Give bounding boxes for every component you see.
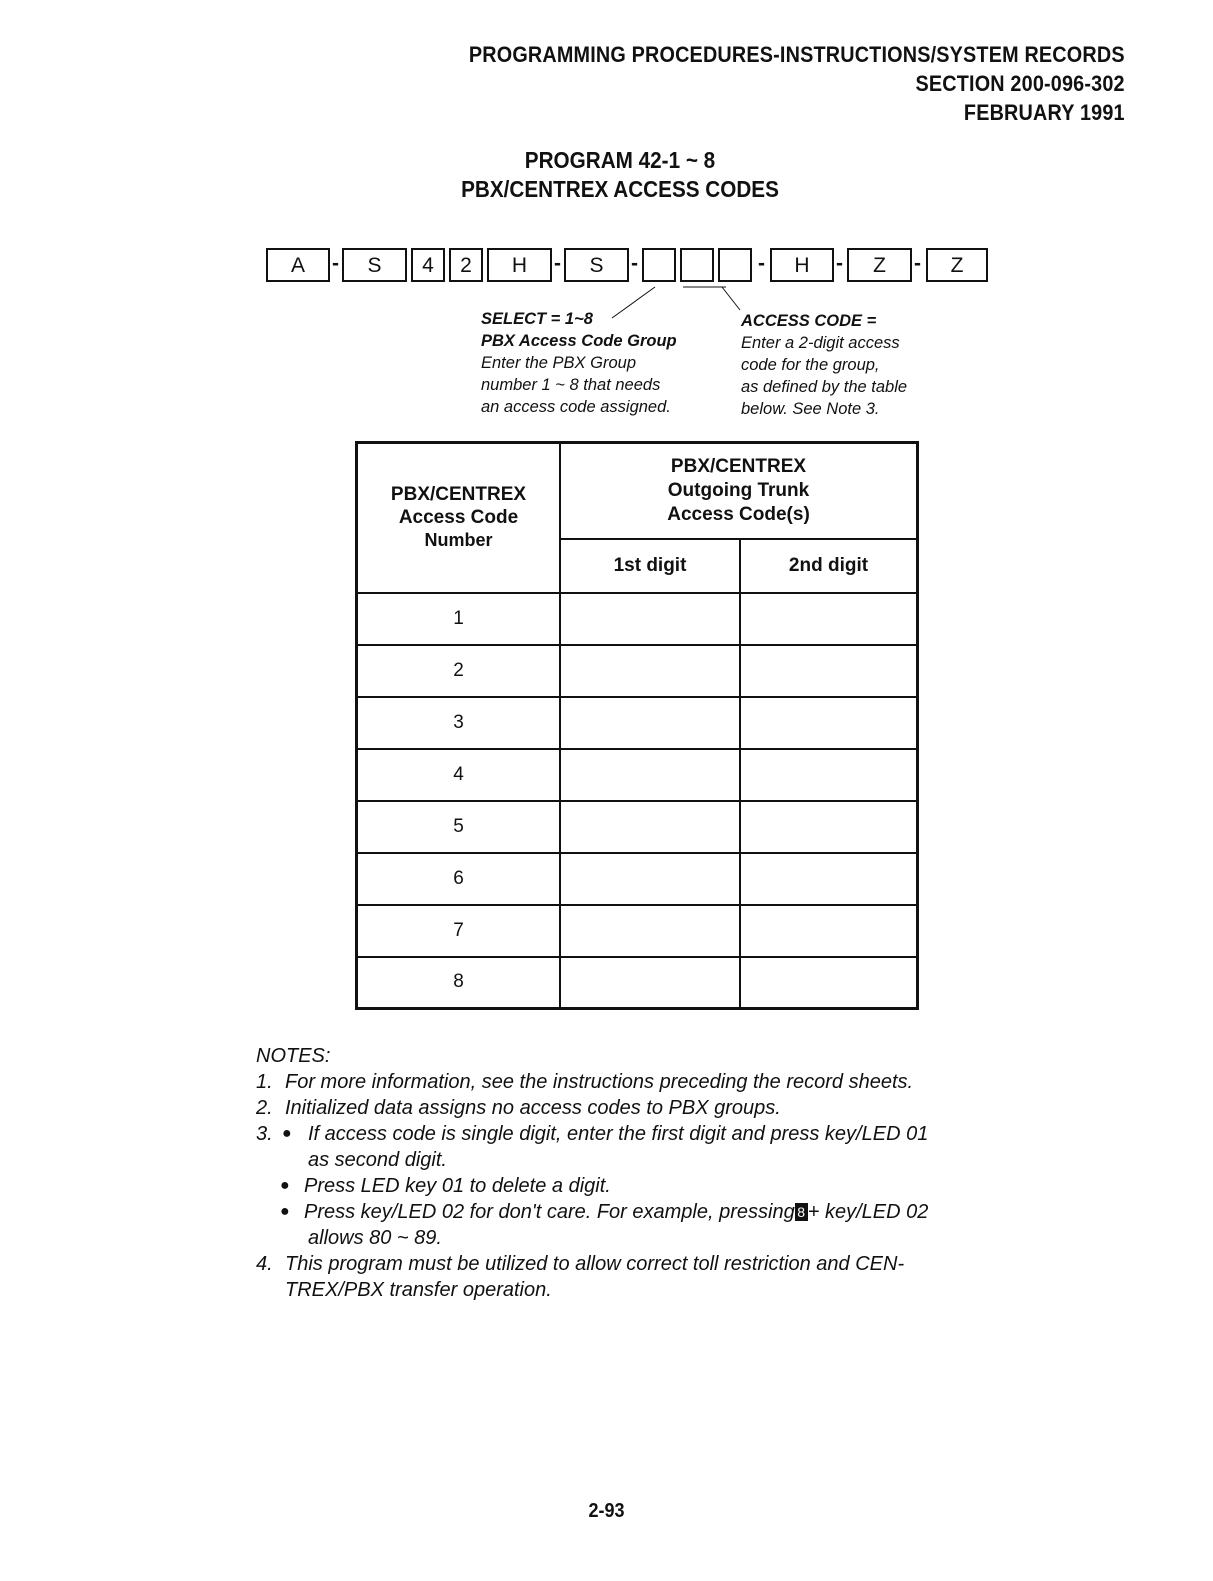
access-leader-line [722, 287, 740, 310]
seq-dash: - [836, 252, 843, 275]
group-number: 3 [357, 697, 561, 749]
select-text: an access code assigned. [481, 398, 671, 416]
note-3-bullet-3 [256, 1199, 996, 1225]
seq-dash: - [332, 252, 339, 275]
table-row [357, 853, 918, 905]
note-number: 4. [256, 1253, 273, 1275]
note-text: This program must be utilized to allow correct toll restriction and CEN- [285, 1253, 905, 1275]
seq-box-h2: H [770, 248, 834, 282]
note-3-bullet-2 [256, 1173, 996, 1199]
second-digit-cell[interactable] [740, 749, 918, 801]
second-digit-cell[interactable] [740, 697, 918, 749]
header-title: PROGRAMMING PROCEDURES-INSTRUCTIONS/SYSTEM RECORDS [469, 42, 1125, 67]
note-number: 2. [256, 1097, 273, 1119]
seq-box-s: S [342, 248, 407, 282]
access-label: ACCESS CODE = [741, 312, 877, 330]
note-2 [256, 1095, 996, 1121]
col-header-text: PBX/CENTREX [670, 455, 807, 477]
note-1 [256, 1069, 996, 1095]
seq-box-h: H [487, 248, 552, 282]
header-date: FEBRUARY 1991 [964, 100, 1125, 125]
group-number: 2 [357, 645, 561, 697]
col-header-text: Access Code(s) [667, 503, 810, 525]
table-row [357, 801, 918, 853]
notes-section [256, 1043, 996, 1303]
col-outgoing-trunk [560, 443, 918, 539]
page-number: 2-93 [588, 1500, 625, 1522]
access-text: below. See Note 3. [741, 400, 880, 418]
second-digit-cell[interactable] [740, 905, 918, 957]
bullet-icon: ● [282, 1125, 292, 1142]
first-digit-cell[interactable] [560, 801, 740, 853]
col-header-text: Access Code [398, 507, 519, 529]
select-label: SELECT = 1~8 [481, 310, 593, 328]
note-text: Initialized data assigns no access codes to PBX groups. [285, 1097, 781, 1119]
seq-box-a: A [266, 248, 330, 282]
note-3-bullet-3-cont: allows 80 ~ 89. [308, 1227, 442, 1249]
notes-heading: NOTES: [256, 1045, 331, 1067]
note-number: 1. [256, 1071, 273, 1093]
access-text: code for the group, [741, 356, 880, 374]
note-text: For more information, see the instructions preceding the record sheets. [285, 1071, 914, 1093]
col-2nd-digit: 2nd digit [740, 539, 918, 593]
col-1st-digit: 1st digit [560, 539, 740, 593]
note-number: 3. [256, 1123, 273, 1145]
first-digit-cell[interactable] [560, 853, 740, 905]
bullet-icon: ● [280, 1177, 290, 1194]
table-row [357, 749, 918, 801]
col-header-text: PBX/CENTREX [390, 484, 527, 506]
group-number: 5 [357, 801, 561, 853]
first-digit-cell[interactable] [560, 593, 740, 645]
note-text: Press LED key 01 to delete a digit. [304, 1175, 611, 1197]
select-group-label: PBX Access Code Group [481, 332, 677, 350]
access-code-table [355, 441, 919, 1010]
program-name: PBX/CENTREX ACCESS CODES [461, 176, 779, 202]
access-text: as defined by the table [741, 378, 908, 396]
group-number: 8 [357, 957, 561, 1009]
key-8-icon: 8 [795, 1203, 808, 1221]
program-number: PROGRAM 42-1 ~ 8 [524, 147, 716, 173]
note-4-cont: TREX/PBX transfer operation. [285, 1279, 552, 1301]
table-row [357, 697, 918, 749]
note-text-part: Press key/LED 02 for don't care. For example, pressing [304, 1201, 795, 1223]
group-number: 1 [357, 593, 561, 645]
note-3-cont: as second digit. [308, 1149, 447, 1171]
select-text: Enter the PBX Group [481, 354, 637, 372]
second-digit-cell[interactable] [740, 957, 918, 1009]
col-access-code-number [357, 443, 561, 593]
first-digit-cell[interactable] [560, 957, 740, 1009]
note-text-part: + key/LED 02 [807, 1201, 929, 1223]
seq-dash: - [914, 252, 921, 275]
seq-box-2: 2 [449, 248, 483, 282]
bullet-icon: ● [280, 1203, 290, 1220]
first-digit-cell[interactable] [560, 645, 740, 697]
note-text [304, 1199, 928, 1225]
access-text: Enter a 2-digit access [741, 334, 900, 352]
table-row [357, 905, 918, 957]
note-text: If access code is single digit, enter the first digit and press key/LED 01 [308, 1123, 929, 1145]
second-digit-cell[interactable] [740, 853, 918, 905]
select-text: number 1 ~ 8 that needs [481, 376, 661, 394]
group-number: 4 [357, 749, 561, 801]
note-4 [256, 1251, 996, 1277]
seq-dash: - [554, 252, 561, 275]
seq-dash: - [758, 252, 765, 275]
seq-box-z1: Z [847, 248, 912, 282]
first-digit-cell[interactable] [560, 905, 740, 957]
select-annotation [481, 308, 677, 418]
table-row [357, 957, 918, 1009]
access-annotation [741, 310, 907, 420]
first-digit-cell[interactable] [560, 749, 740, 801]
second-digit-cell[interactable] [740, 801, 918, 853]
table-row [357, 645, 918, 697]
note-3 [256, 1121, 996, 1147]
group-number: 6 [357, 853, 561, 905]
seq-box-z2: Z [926, 248, 988, 282]
header-section: SECTION 200-096-302 [915, 71, 1125, 96]
seq-dash: - [631, 252, 638, 275]
col-header-text: Number [424, 530, 493, 551]
group-number: 7 [357, 905, 561, 957]
table-row [357, 593, 918, 645]
col-header-text: Outgoing Trunk [667, 479, 810, 501]
seq-box-select: S [564, 248, 629, 282]
first-digit-cell[interactable] [560, 697, 740, 749]
second-digit-cell[interactable] [740, 593, 918, 645]
second-digit-cell[interactable] [740, 645, 918, 697]
seq-box-4: 4 [411, 248, 445, 282]
